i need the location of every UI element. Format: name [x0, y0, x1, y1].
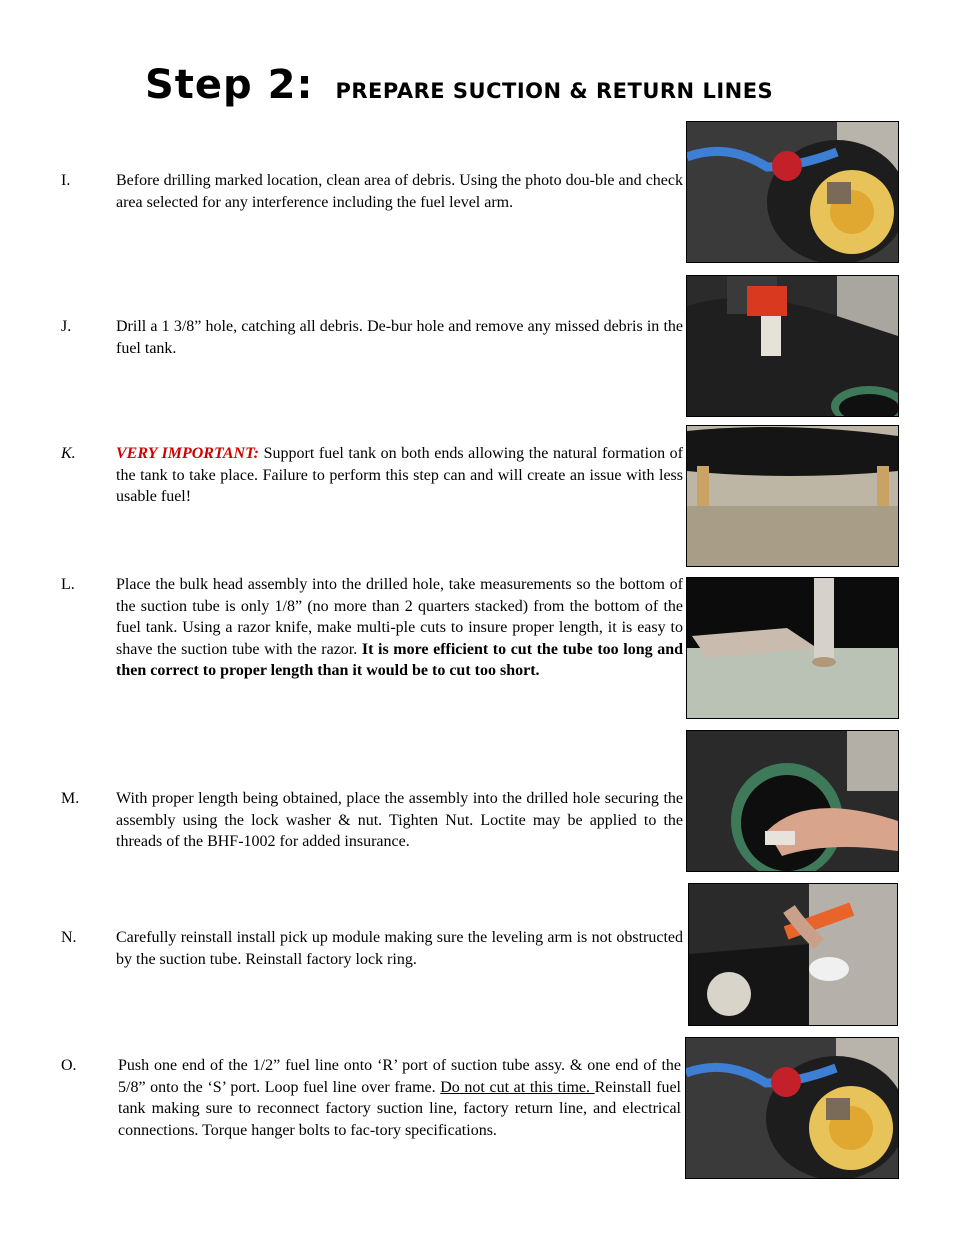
step-letter-n: N. — [61, 929, 77, 946]
suction-tube-inside-tank-photo — [686, 577, 899, 719]
warning-label: VERY IMPORTANT: — [116, 445, 260, 462]
step-title: PREPARE SUCTION & RETURN LINES — [335, 79, 774, 103]
step-letter-j: J. — [61, 318, 72, 335]
step-text-j: Drill a 1 3/8” hole, catching all debris. De-bur hole and remove any missed debris in the fuel tank. — [116, 318, 683, 357]
step-number: Step 2: — [145, 62, 314, 108]
step-letter-l: L. — [61, 576, 75, 593]
step-text-n: Carefully reinstall install pick up module making sure the leveling arm is not obstructed by the suction tube. Reinstall factory lock ring. — [116, 929, 683, 968]
step-text-l-emphasis: It is more efficient to cut the tube too long and then correct to proper length than it would be to cut too short. — [116, 640, 683, 679]
step-text-o — [118, 1055, 681, 1141]
supported-tank-photo — [686, 425, 899, 567]
step-letter-k: K. — [61, 445, 76, 462]
installing-assembly-photo — [686, 730, 899, 872]
step-text-l — [116, 574, 683, 682]
step-text-l-body: Place the bulk head assembly into the drilled hole, take measurements so the bottom of the suction tube is only 1/8” (no more than 2 quarters stacked) from the bottom of the fuel tank. Using a razor knife, make multi-ple cuts to insure proper length, it is easy to shave the suction tube with the razor. — [116, 576, 683, 658]
step-text-k — [116, 443, 683, 508]
step-letter-i: I. — [61, 172, 71, 189]
drilling-tank-photo — [686, 275, 899, 417]
step-text-o-underlined: Do not cut at this time. — [440, 1078, 595, 1096]
step-letter-m: M. — [61, 790, 80, 807]
page-title — [145, 62, 773, 108]
step-text-i: Before drilling marked location, clean area of debris. Using the photo dou-ble and check area selected for any interference including the fuel level arm. — [116, 172, 683, 211]
step-text-o-part-b: Reinstall fuel tank making sure to reconnect factory suction line, factory return line, and electrical connections. Torque hanger bolts to fac-tory specifications. — [118, 1078, 682, 1139]
step-text-m: With proper length being obtained, place the assembly into the drilled hole securing the assembly using the lock washer & nut. Tighten Nut. Loctite may be applied to the threads of the BHF-1002 for added insurance. — [116, 790, 683, 850]
step-letter-o: O. — [61, 1057, 77, 1074]
step-text-o-part-a: Push one end of the 1/2” fuel line onto ‘R’ port of suction tube assy. & one end of the 5/8” onto the ‘S’ port. Loop fuel line over frame. — [118, 1057, 681, 1096]
step-text-k-body: Support fuel tank on both ends allowing the natural formation of the tank to take place. Failure to perform this step can and will create an issue with less usable fuel! — [116, 445, 684, 505]
fuel-pump-module-photo — [686, 121, 899, 263]
reinstall-module-photo — [688, 883, 898, 1026]
fuel-lines-connected-photo — [685, 1037, 899, 1179]
